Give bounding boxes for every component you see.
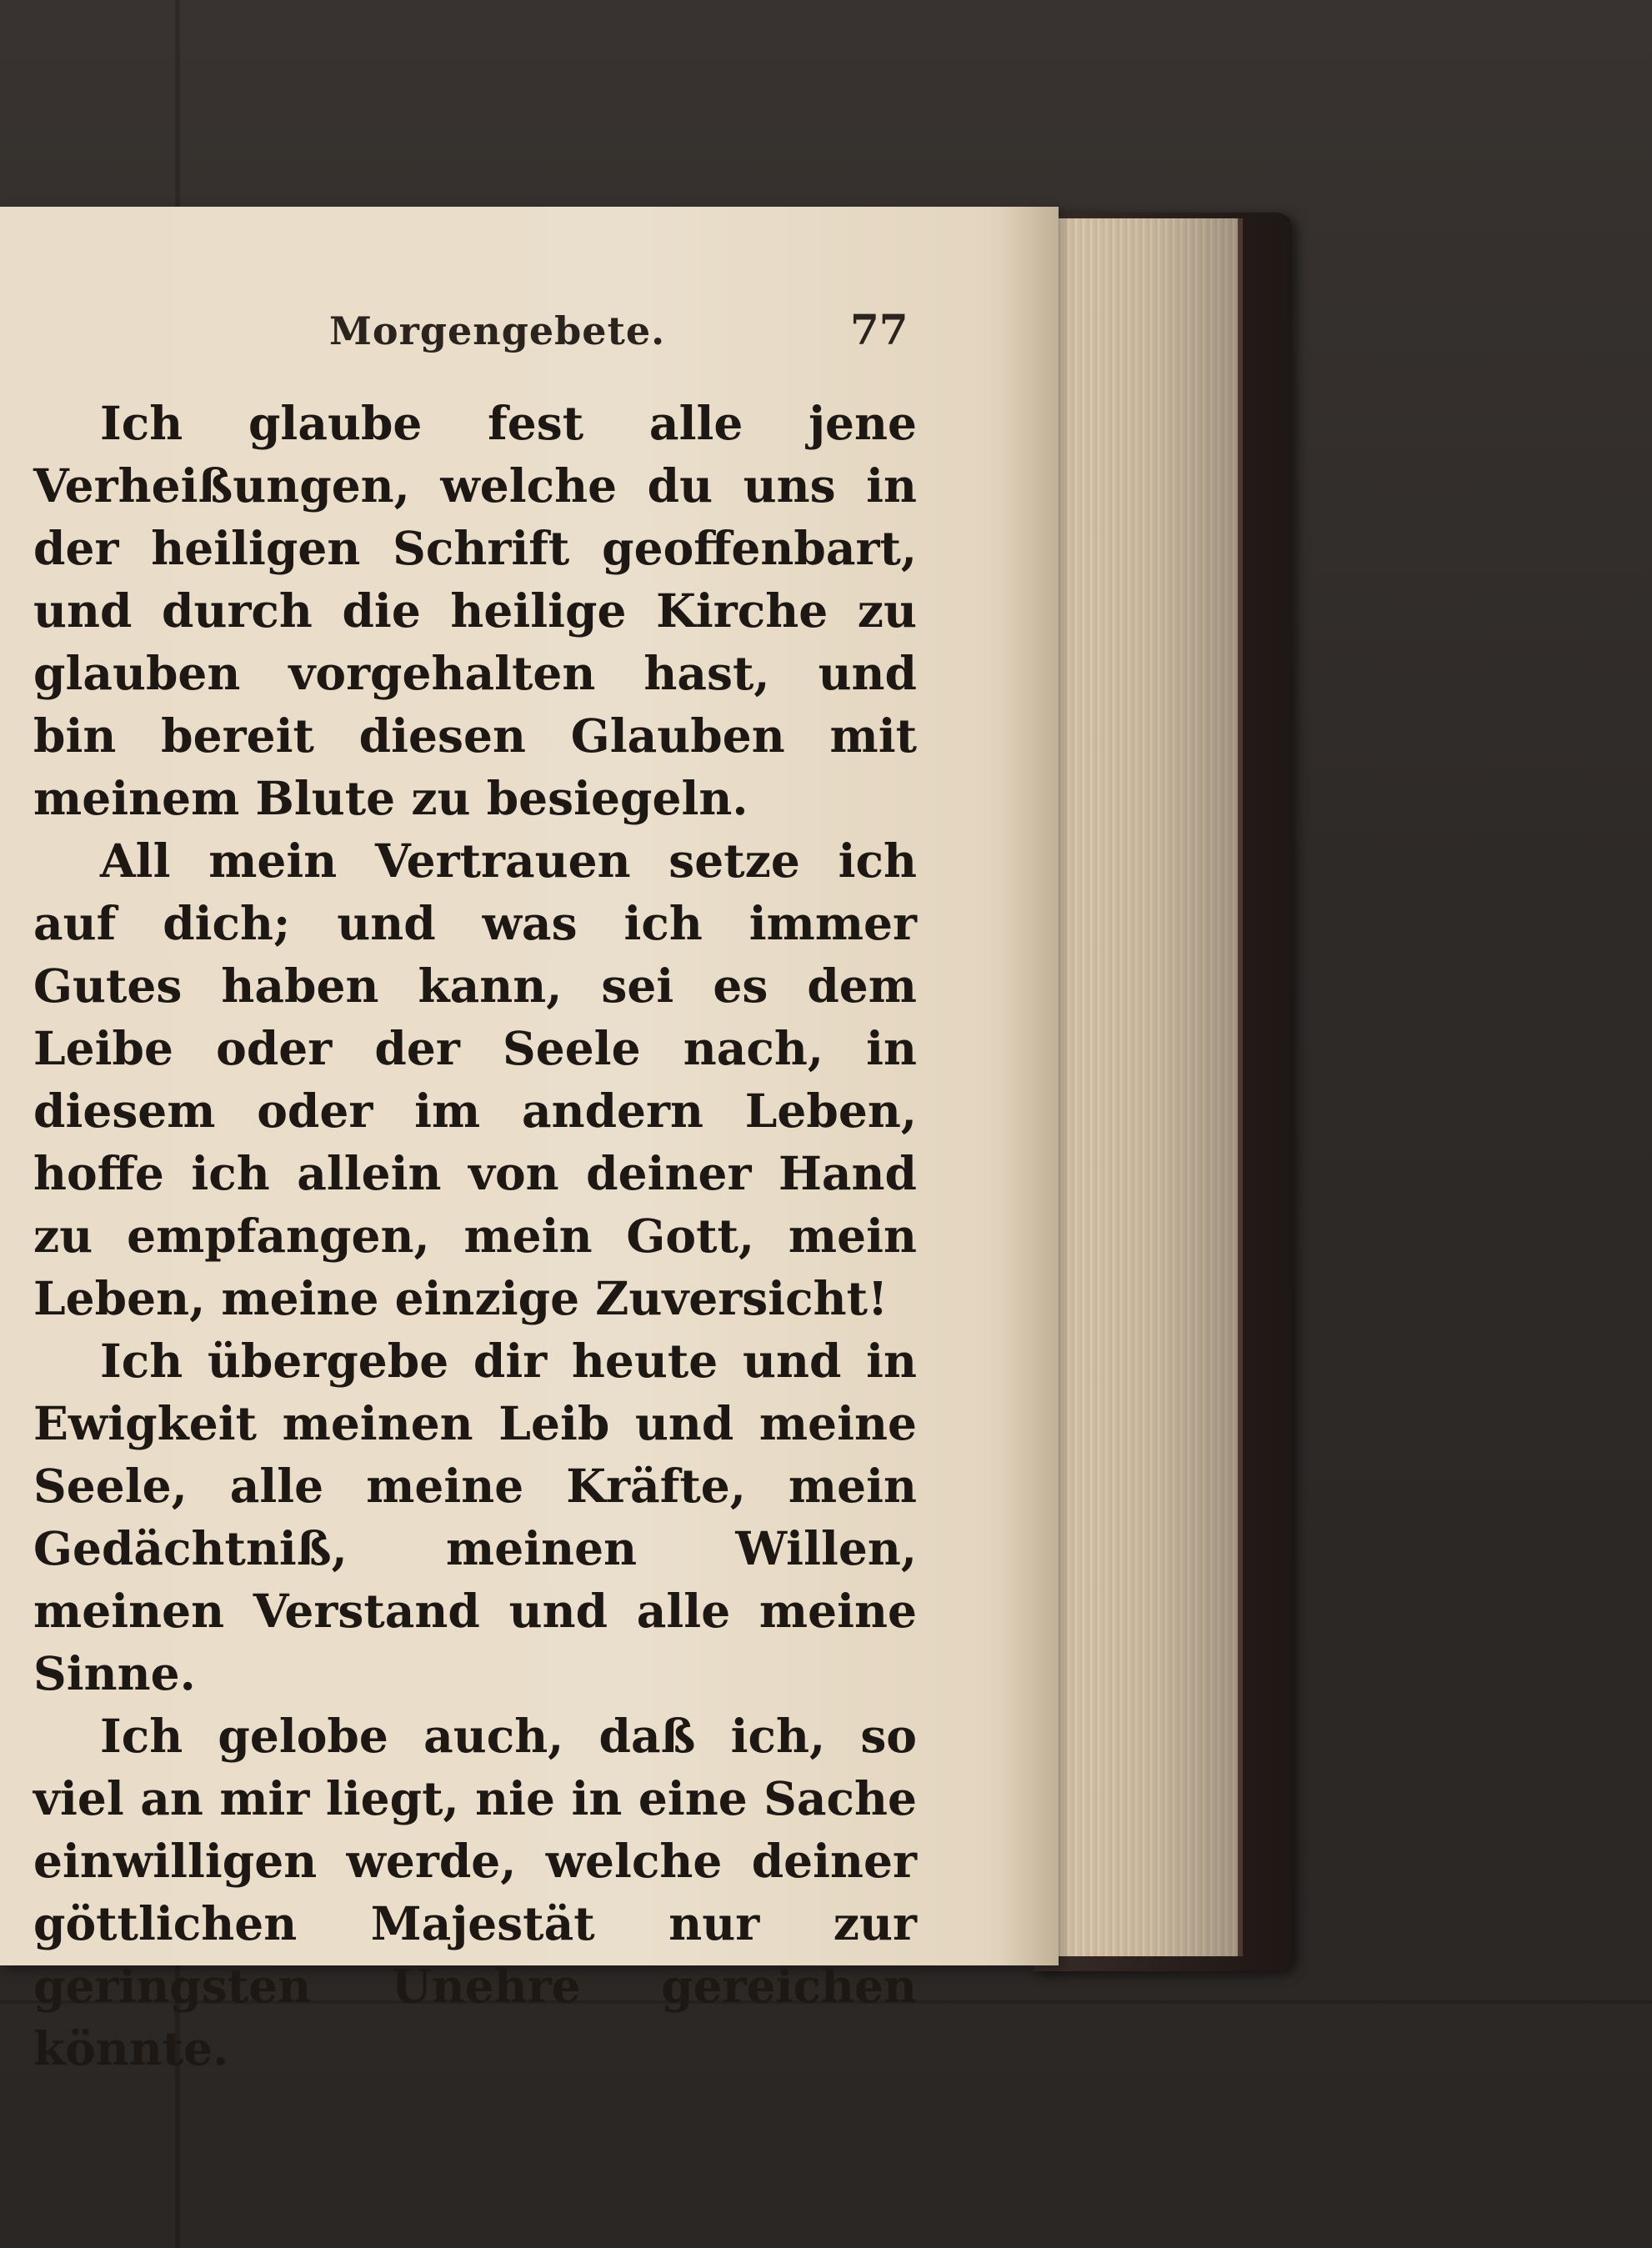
paragraph-4: Ich gelobe auch, daß ich, so viel an mir liegt, nie in eine Sache einwilligen werde, welche deiner göttlichen Majestät nur zur geringsten Unehre gereichen könnte. [33, 1709, 917, 2075]
running-title: Morgengebete. [329, 308, 666, 353]
page-body [33, 392, 917, 2080]
page-block-shade [1034, 218, 1238, 1956]
page-number: 77 [850, 305, 909, 354]
page-spine-shadow [1000, 207, 1059, 1965]
running-head [0, 305, 925, 358]
paragraph-1: Ich glaube fest alle jene Verheißungen, welche du uns in der heiligen Schrift geoffenbart, und durch die heilige Kirche zu glauben vorgehalten hast, und bin bereit diesen Glauben mit meinem Blute zu besiegeln. [33, 396, 917, 825]
paragraph-2: All mein Vertrauen setze ich auf dich; und was ich immer Gutes haben kann, sei es dem Leibe oder der Seele nach, in diesem oder im andern Leben, hoffe ich allein von deiner Hand zu empfangen, mein Gott, mein Leben, meine einzige Zuversicht! [33, 834, 917, 1325]
paragraph-3: Ich übergebe dir heute und in Ewigkeit meinen Leib und meine Seele, alle meine Kräfte, mein Gedächtniß, meinen Willen, meinen Verstand und alle meine Sinne. [33, 1334, 917, 1700]
